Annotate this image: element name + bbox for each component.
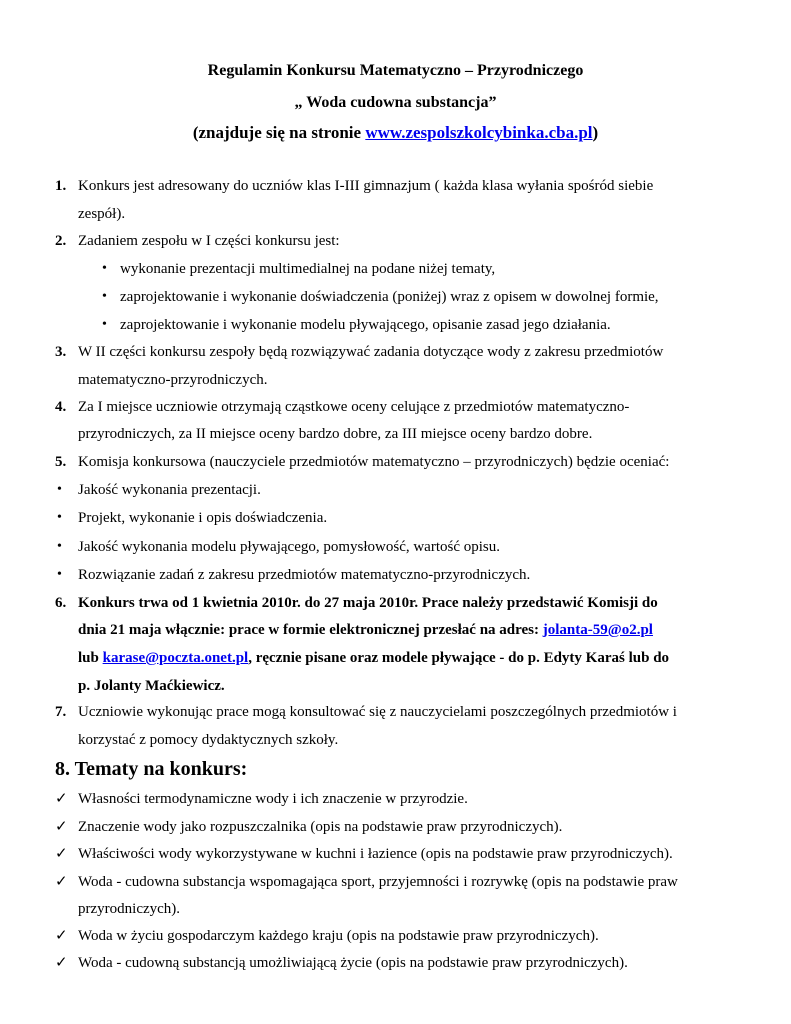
- email-link-jolanta[interactable]: jolanta-59@o2.pl: [542, 622, 653, 638]
- check-icon: ✓: [55, 928, 68, 944]
- item-text: Komisja konkursowa (nauczyciele przedmiotów matematyczno – przyrodniczych) będzie oceniać:: [78, 454, 670, 470]
- item-text-continued: , ręcznie pisane oraz modele pływające - do p. Edyty Karaś lub do: [248, 650, 670, 666]
- criterion-text: Rozwiązanie zadań z zakresu przedmiotów matematyczno-przyrodniczych.: [78, 567, 531, 583]
- bullet-text: zaprojektowanie i wykonanie modelu pływającego, opisanie zasad jego działania.: [120, 317, 611, 333]
- item-text-continued: dnia 21 maja włącznie: prace w formie elektronicznej przesłać na adres:: [78, 622, 543, 638]
- or-text: lub: [78, 650, 103, 666]
- item-number: 6.: [55, 595, 67, 611]
- website-prefix: (znajduje się na stronie: [192, 123, 366, 142]
- check-icon: ✓: [55, 955, 68, 971]
- topic-text: Woda - cudowna substancja wspomagająca sport, przyjemności i rozrywkę (opis na podstawie praw: [78, 874, 678, 890]
- topics-heading: 8. Tematy na konkurs:: [55, 758, 248, 780]
- topic-text: Właściwości wody wykorzystywane w kuchni i łazience (opis na podstawie praw przyrodniczych).: [78, 846, 673, 862]
- bullet-marker: •: [57, 510, 62, 525]
- item-text: Zadaniem zespołu w I części konkursu jest:: [78, 233, 340, 249]
- topic-text: Woda - cudowną substancją umożliwiającą życie (opis na podstawie praw przyrodniczych).: [78, 955, 628, 971]
- bullet-marker: •: [57, 539, 62, 554]
- item-text-continued: zespół).: [78, 206, 126, 222]
- item-text: Za I miejsce uczniowie otrzymają cząstkowe oceny celujące z przedmiotów matematyczno-: [78, 399, 630, 415]
- item-number: 1.: [55, 178, 67, 194]
- item-number: 4.: [55, 399, 67, 415]
- topic-text-continued: przyrodniczych).: [78, 901, 181, 917]
- bullet-marker: •: [57, 567, 62, 582]
- website-suffix: ): [592, 123, 599, 142]
- item-text-continued: matematyczno-przyrodniczych.: [78, 372, 268, 388]
- item-text: W II części konkursu zespoły będą rozwiązywać zadania dotyczące wody z zakresu przedmiotów: [78, 344, 664, 360]
- topic-text: Woda w życiu gospodarczym każdego kraju (opis na podstawie praw przyrodniczych).: [78, 928, 599, 944]
- check-icon: ✓: [55, 874, 68, 890]
- website-link[interactable]: www.zespolszkolcybinka.cba.pl: [365, 123, 593, 142]
- topic-text: Własności termodynamiczne wody i ich znaczenie w przyrodzie.: [78, 791, 468, 807]
- bullet-marker: •: [57, 482, 62, 497]
- check-icon: ✓: [55, 791, 68, 807]
- document-title: Regulamin Konkursu Matematyczno – Przyrodniczego: [207, 62, 584, 79]
- criterion-text: Jakość wykonania prezentacji.: [78, 482, 261, 498]
- item-number: 3.: [55, 344, 67, 360]
- item-text: Konkurs jest adresowany do uczniów klas I-III gimnazjum ( każda klasa wyłania spośród siebie: [78, 178, 654, 194]
- check-icon: ✓: [55, 846, 68, 862]
- bullet-marker: •: [102, 261, 107, 276]
- check-icon: ✓: [55, 819, 68, 835]
- bullet-marker: •: [102, 289, 107, 304]
- website-line: [0, 123, 791, 143]
- bullet-text: zaprojektowanie i wykonanie doświadczenia (poniżej) wraz z opisem w dowolnej formie,: [120, 289, 659, 305]
- item-text-continued: przyrodniczych, za II miejsce oceny bardzo dobre, za III miejsce oceny bardzo dobre.: [78, 426, 593, 442]
- email-line-2: [78, 648, 669, 668]
- item-text: Konkurs trwa od 1 kwietnia 2010r. do 27 maja 2010r. Prace należy przedstawić Komisji do: [78, 595, 658, 611]
- document-subtitle: „ Woda cudowna substancja”: [294, 94, 497, 111]
- item-number: 2.: [55, 233, 67, 249]
- email-line: [78, 620, 653, 640]
- bullet-text: wykonanie prezentacji multimedialnej na podane niżej tematy,: [120, 261, 496, 277]
- email-link-karase[interactable]: karase@poczta.onet.pl: [102, 650, 249, 666]
- item-text-continued: korzystać z pomocy dydaktycznych szkoły.: [78, 732, 339, 748]
- topic-text: Znaczenie wody jako rozpuszczalnika (opis na podstawie praw przyrodniczych).: [78, 819, 563, 835]
- item-number: 7.: [55, 704, 67, 720]
- item-number: 5.: [55, 454, 67, 470]
- criterion-text: Projekt, wykonanie i opis doświadczenia.: [78, 510, 328, 526]
- item-text: Uczniowie wykonując prace mogą konsultować się z nauczycielami poszczególnych przedmiotów i: [78, 704, 677, 720]
- bullet-marker: •: [102, 317, 107, 332]
- item-text-continued: p. Jolanty Maćkiewicz.: [78, 678, 225, 694]
- criterion-text: Jakość wykonania modelu pływającego, pomysłowość, wartość opisu.: [78, 539, 500, 555]
